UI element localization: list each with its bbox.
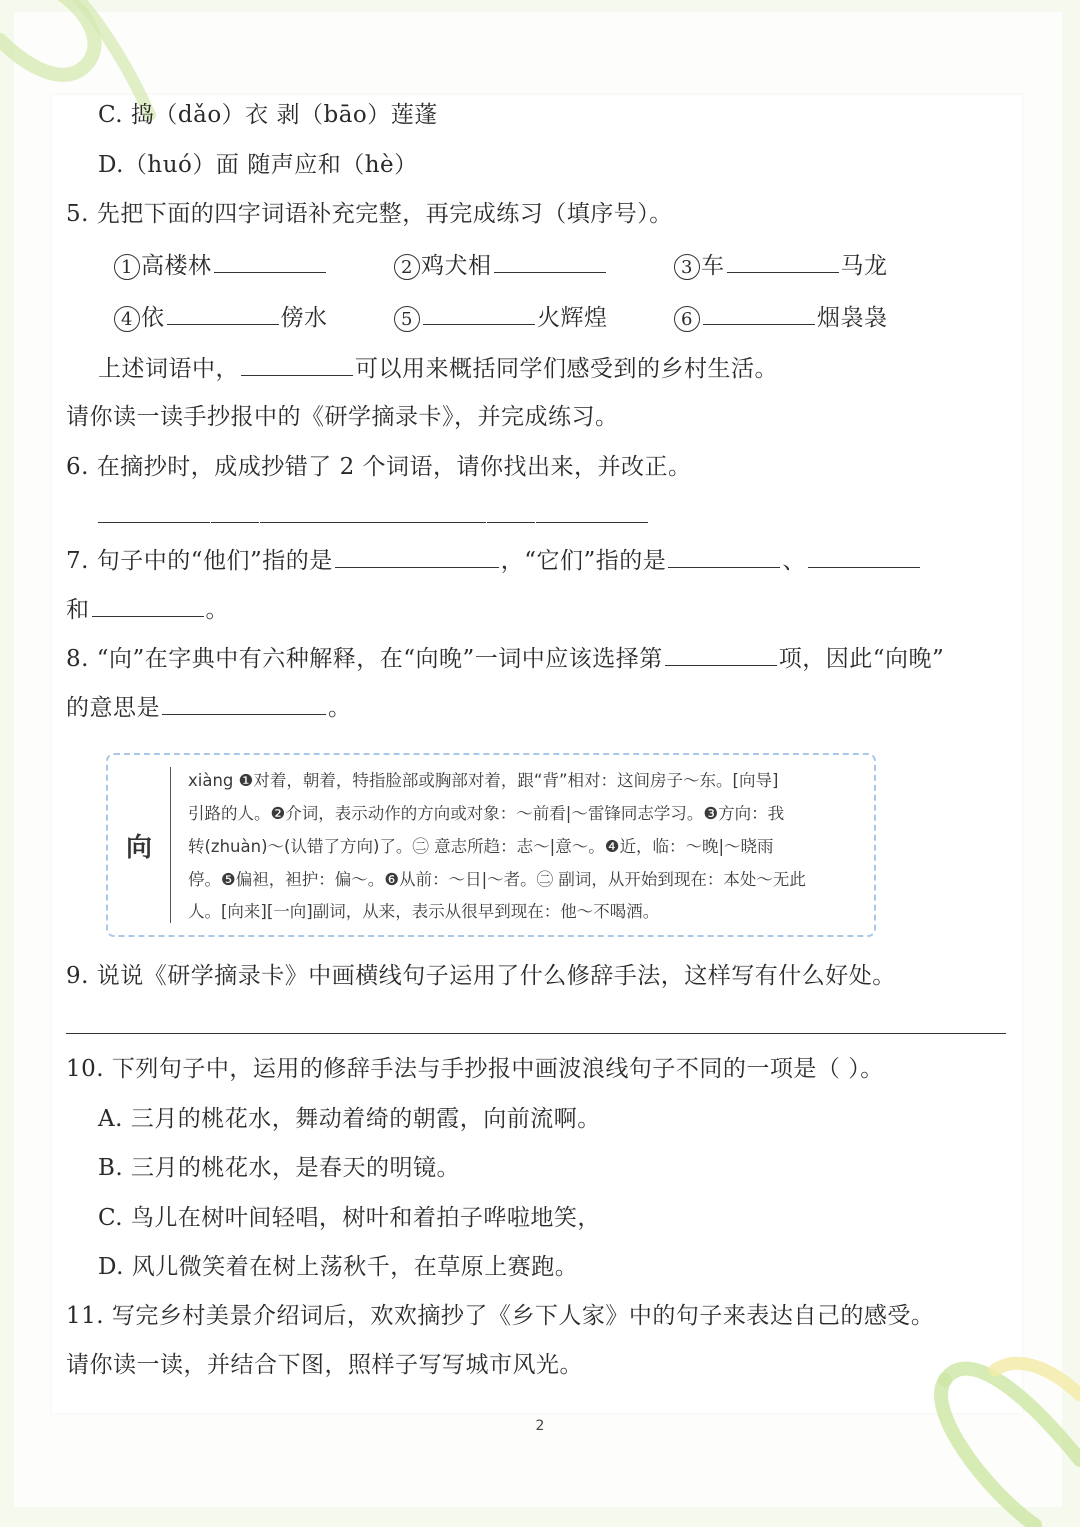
dictionary-line: 人。[向来][一向]副词，从来，表示从很早到现在：他～不喝酒。 bbox=[188, 902, 660, 921]
fill-blank[interactable] bbox=[167, 302, 279, 325]
q8-text: 8. “向”在字典中有六种解释，在“向晚”一词中应该选择第 bbox=[66, 646, 663, 672]
q8-line1 bbox=[66, 643, 944, 674]
q7-line1 bbox=[66, 545, 922, 576]
reading-instruction: 请你读一读手抄报中的《研学摘录卡》，并完成练习。 bbox=[66, 404, 619, 430]
summary-post: 可以用来概括同学们感受到的乡村生活。 bbox=[355, 356, 778, 382]
q10-option-d[interactable]: D. 风儿微笑着在树上荡秋千，在草原上赛跑。 bbox=[98, 1254, 579, 1280]
q11-line1: 11. 写完乡村美景介绍词后，欢欢摘抄了《乡下人家》中的句子来表达自己的感受。 bbox=[66, 1303, 935, 1329]
q6-answer-blanks bbox=[98, 500, 648, 531]
q8-text: 项，因此“向晚” bbox=[778, 646, 945, 672]
q5-item-2 bbox=[394, 250, 608, 281]
q7-text: 7. 句子中的“他们”指的是 bbox=[66, 548, 333, 574]
fill-blank[interactable] bbox=[92, 594, 204, 617]
q8-text: 。 bbox=[328, 695, 352, 721]
fill-blank[interactable] bbox=[98, 500, 210, 523]
arrow-line bbox=[487, 500, 535, 523]
q6-stem: 6. 在摘抄时，成成抄错了 2 个词语，请你找出来，并改正。 bbox=[66, 454, 692, 480]
q5-item-6 bbox=[674, 302, 888, 333]
fill-blank[interactable] bbox=[241, 353, 353, 376]
q11-line2: 请你读一读，并结合下图，照样子写写城市风光。 bbox=[66, 1352, 583, 1378]
q7-text: ，“它们”指的是 bbox=[500, 548, 667, 574]
q7-text: 和 bbox=[66, 597, 90, 623]
fill-blank[interactable] bbox=[703, 302, 815, 325]
dictionary-line: 停。❺偏袒，袒护：偏～。❻从前：～日|～者。㊁ 副词，从开始到现在：本处～无此 bbox=[188, 870, 806, 889]
q10-stem: 10. 下列句子中，运用的修辞手法与手抄报中画波浪线句子不同的一项是（ ）。 bbox=[66, 1056, 884, 1082]
q10-option-c[interactable]: C. 鸟儿在树叶间轻唱，树叶和着拍子哗啦地笑， bbox=[98, 1205, 601, 1231]
q5-item-1 bbox=[114, 250, 328, 281]
q7-line2 bbox=[66, 594, 229, 625]
q7-text: 。 bbox=[205, 597, 229, 623]
q10-option-b[interactable]: B. 三月的桃花水，是春天的明镜。 bbox=[98, 1155, 461, 1181]
item-post: 烟袅袅 bbox=[817, 305, 888, 331]
circled-number: 5 bbox=[394, 306, 420, 332]
q9-stem: 9. 说说《研学摘录卡》中画横线句子运用了什么修辞手法，这样写有什么好处。 bbox=[66, 963, 896, 989]
fill-blank[interactable] bbox=[494, 250, 606, 273]
dictionary-entry-box bbox=[106, 753, 876, 937]
item-pre: 车 bbox=[701, 253, 725, 279]
fill-blank[interactable] bbox=[162, 692, 326, 715]
fill-blank[interactable] bbox=[423, 302, 535, 325]
arrow-line bbox=[211, 500, 259, 523]
fill-blank[interactable] bbox=[214, 250, 326, 273]
fill-blank[interactable] bbox=[808, 545, 920, 568]
q4-option-d: D.（huó）面 随声应和（hè） bbox=[98, 152, 418, 178]
paperclip-bottom-icon bbox=[925, 1350, 1080, 1527]
circled-number: 4 bbox=[114, 306, 140, 332]
dictionary-line: 转(zhuàn)～(认错了方向)了。㊁ 意志所趋：志～|意～。❹近，临：～晚|～晓雨 bbox=[188, 837, 774, 856]
item-pre: 依 bbox=[141, 305, 165, 331]
fill-blank[interactable] bbox=[335, 545, 499, 568]
dictionary-headword: 向 bbox=[125, 832, 152, 863]
item-pre: 高楼林 bbox=[141, 253, 212, 279]
q5-summary bbox=[98, 353, 778, 384]
item-post: 傍水 bbox=[280, 305, 328, 331]
q7-text: 、 bbox=[782, 548, 806, 574]
item-pre: 鸡犬相 bbox=[421, 253, 492, 279]
fill-blank[interactable] bbox=[665, 643, 777, 666]
q5-item-5 bbox=[394, 302, 608, 333]
q10-option-a[interactable]: A. 三月的桃花水，舞动着绮的朝霞，向前流啊。 bbox=[98, 1106, 601, 1132]
dictionary-line: xiàng ❶对着，朝着，特指脸部或胸部对着，跟“背”相对：这间房子～东。[向导] bbox=[188, 771, 779, 790]
q5-item-4 bbox=[114, 302, 328, 333]
q5-stem: 5. 先把下面的四字词语补充完整，再完成练习（填序号）。 bbox=[66, 201, 673, 227]
q9-answer-line[interactable] bbox=[66, 1033, 1006, 1034]
dictionary-line: 引路的人。❷介词，表示动作的方向或对象：～前看|～雷锋同志学习。❸方向：我 bbox=[188, 804, 785, 823]
q4-option-c: C. 捣（dǎo）衣 剥（bāo）莲蓬 bbox=[98, 102, 438, 128]
fill-blank[interactable] bbox=[727, 250, 839, 273]
circled-number: 1 bbox=[114, 254, 140, 280]
item-post: 马龙 bbox=[840, 253, 888, 279]
page-number: 2 bbox=[535, 1418, 545, 1434]
divider bbox=[170, 767, 171, 923]
q8-line2 bbox=[66, 692, 352, 723]
item-post: 火辉煌 bbox=[537, 305, 608, 331]
summary-pre: 上述词语中， bbox=[98, 356, 239, 382]
circled-number: 3 bbox=[674, 254, 700, 280]
q8-text: 的意思是 bbox=[66, 695, 160, 721]
fill-blank[interactable] bbox=[260, 500, 486, 523]
q5-item-3 bbox=[674, 250, 888, 281]
circled-number: 6 bbox=[674, 306, 700, 332]
fill-blank[interactable] bbox=[668, 545, 780, 568]
circled-number: 2 bbox=[394, 254, 420, 280]
fill-blank[interactable] bbox=[536, 500, 648, 523]
